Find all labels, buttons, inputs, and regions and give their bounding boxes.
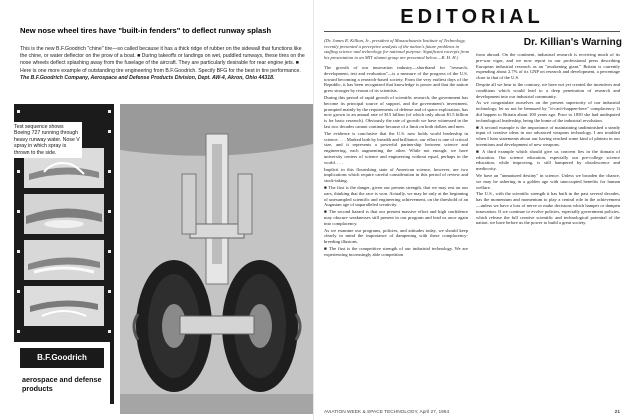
film-frame-2: [24, 194, 104, 234]
editorial-intro: (Dr. James R. Killian, Jr., president of Massachusetts Institute of Technology, recently presented a perceptive analysis of the nation's future problems in staffing science and technology for national purpose. Significant excerpts from his presentation to an MIT alumni group are presented below.—R. H. H.): [324, 38, 470, 60]
paragraph: Implicit in this flourishing state of American science, however, are two implications which require careful consideration in this period of review and stock-taking.: [324, 166, 468, 184]
paragraph: As we examine our programs, policies, and attitudes today, we should keep clearly in mind the importance of dampening with these complacency-breeding illusions.: [324, 227, 468, 245]
editorial-column-left: [324, 65, 468, 405]
editorial-headline: Dr. Killian's Warning: [523, 37, 622, 48]
film-frame-3: [24, 240, 104, 280]
paragraph: As we congratulate ourselves on the present superiority of our industrial technology, let us not be bemused by "it-can't-happen-here" complacency. It did happen to Britain about 100 years ago. Prior to 1850 she had undisputed technological leadership, being the home of the industrial revolution.: [476, 100, 620, 123]
page-footer: [324, 410, 620, 415]
paragraph: We have an "unmatured destiny" in science. Unless we broaden the chance, we may be ushering in a golden age with unoccupied benefits for human welfare.: [476, 172, 620, 190]
nose-wheel-photo: [120, 104, 313, 414]
landing-gear-illustration: [120, 104, 313, 414]
paragraph: ■ The first is the competitive strength of our industrial technology. We are experiencing increasingly able competition: [324, 245, 468, 257]
film-caption: Test sequence shows Boeing 727 running through heavy runway water. Nose V spray in which spray is thrown to the side.: [12, 122, 82, 158]
section-title: EDITORIAL: [400, 6, 544, 28]
paragraph: ■ The second hazard is that our present massive effort and high confidence may obscure weaknesses still present in our program and lead us once again into complacency.: [324, 209, 468, 226]
title-divider: [324, 31, 620, 32]
paragraph: ■ The first is the danger, given our present strength, that we may rest on our oars, thinking that the race is won. Actually, we may be only at the beginning of unexampled scientific and engineering achievement, on the threshold of an Augustan age of unparalleled creativity.: [324, 184, 468, 208]
film-frame-4: [24, 286, 104, 326]
paragraph: Despite all we hear to the contrary, we have not yet created the incentives and conditions which would lead to a deep penetration of research and development into our industrial community.: [476, 81, 620, 99]
publication-line: AVIATION WEEK & SPACE TECHNOLOGY, April 27, 1964: [324, 410, 450, 415]
bfgoodrich-tagline: aerospace and defense products: [22, 375, 102, 393]
paragraph: During this period of rapid growth of scientific research, the government has become its principal source of support, and the government's investment, prompted mainly by the requirements of defense and of space exploration, has now grown to an annual rate of $15 billion (of which only about $1.5 billion is for basic research). Obviously the rate of growth we have witnessed in the last two decades cannot continue because of a limit on both dollars and men.: [324, 94, 468, 129]
bfgoodrich-logo: B.F.Goodrich: [20, 348, 104, 368]
page-number: 21: [614, 410, 620, 415]
paragraph: The U.S., with the scientific strength it has built in the past several decades, has the momentum and momentum to play a central role in the achievement—unless we have a loss of nerve or make decisions which hamper or dampen innovation. If we continue to evolve policies, especially government policies, which release the full creative scientific and technological potential of the nation, we have before us the power to build a great society.: [476, 191, 620, 226]
ad-headline: New nose wheel tires have "built-in fenders" to deflect runway splash: [20, 26, 272, 35]
paragraph: The growth of our innovation industry—shorthand for "research, development, test and evaluation"—is a measure of the progress of the U.S. toward becoming a research-based society. From the very earliest days of the Republic, it has been recognized that knowledge is power and that the nation grew stronger by reason of its scientists.: [324, 65, 468, 94]
ad-body-copy: [20, 46, 310, 82]
paragraph: from abroad. On the continent, industrial research is receiving much of its pre-war vigor, and we now report in our professional press describing European industrial research as an "awakening giant." Britain is currently expending about 2.7% of its GNP on research and development, a percentage close to that of the U.S.: [476, 52, 620, 81]
ad-body-text: This is the new B.F.Goodrich "chine" tire—so called because it has a thick ridge of rubber on the sidewall that functions like the chine, or water deflector on the prow of a boat. ■ During takeoffs or landings on wet, puddled runways, these tires on the nose wheels deflect splashing away from the fuselage of the aircraft. They are particularly desirable for rear engine jets. ■ Here is one more example of outstanding tire engineering from B.F.Goodrich. Specify BFG for the best in tire performance.: [20, 46, 305, 74]
paragraph: The evidence is conclusive that the U.S. now holds world leadership in science. . . . Marked both by breadth and brilliance, our effort is one of critical size, and it represents a powerful partnership between science and engineering, each augmenting the other. While not enough, we have university centers of science and engineering without equal, perhaps in the world. . . .: [324, 130, 468, 165]
editorial-page: [313, 0, 626, 420]
paragraph: ■ A second example is the importance of maintaining undiminished a steady input of creative ideas in our advanced weapons technology. I am troubled when I hear statements about our having reached some kind of plateau in our inventions and development of new weapons.: [476, 124, 620, 147]
editorial-column-right: [476, 52, 620, 405]
ad-contact-line: The B.F.Goodrich Company, Aerospace and Defense Products Division, Dept. AW-4, Akron, Ohio 44318.: [20, 74, 275, 81]
bfgoodrich-logo-block: [14, 342, 110, 412]
paragraph: ■ A third example which should give us concern lies in the domain of education. Our science education, especially our pre-college science education, while improving, is still hampered by obsolescence and mediocrity.: [476, 148, 620, 172]
